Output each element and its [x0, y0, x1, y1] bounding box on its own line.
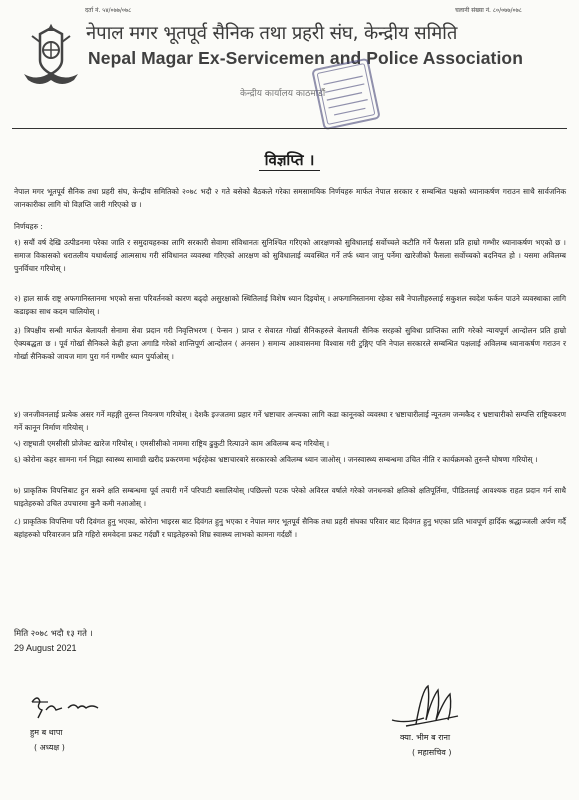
- decision-item: ४) जनजीवनलाई प्रत्येक असर गर्ने महङ्गी तुरुन्त नियन्त्रण गरियोस् । देशकै इज्जतमा प्रहार गर्ने भ्रष्टाचार अन्त्यका लागि कडा कानूनको व्यवस्था र भ्रष्टाचारीलाई न्यूनतम जन्मकैद र भ्रष्टाचारीको सम्पत्ति राष्ट्रियकरण गर्ने कानून निर्माण गरियोस् ।: [14, 410, 566, 432]
- date-nepali: मिति २०७८ भदौ १३ गते ।: [14, 628, 93, 638]
- association-seal-stamp: [312, 56, 380, 132]
- president-name: हुम ब थापा: [30, 728, 63, 737]
- dispatch-number: चलानी संख्या नं. ८०/०७७/०७८: [455, 7, 522, 14]
- notice-intro: नेपाल मगर भूतपूर्व सैनिक तथा प्रहरी संघ, केन्द्रीय समितिको २०७८ भदौ २ गते बसेको बैठकले गरेका समसामयिक निर्णयहरु मार्फत नेपाल सरकार र सम्बन्धित पक्षको ध्यानाकर्षण गराउन साथै सार्वजनिक जानकारीका लागि यो विज्ञप्ति जारी गरिएको छ ।: [14, 187, 566, 209]
- general-secretary-name: क्या. भीम ब राना: [400, 733, 451, 742]
- registration-number: दर्ता नं. ५४/०७७/०७८: [85, 7, 132, 14]
- organization-name-nepali: नेपाल मगर भूतपूर्व सैनिक तथा प्रहरी संघ, केन्द्रीय समिति: [86, 23, 458, 44]
- general-secretary-role: ( महासचिव ): [412, 748, 452, 757]
- decision-item: ७) प्राकृतिक विपत्तिबाट हुन सक्ने क्षति सम्बन्धमा पूर्व तयारी गर्ने परिपाटी बसालियोस् ।पछिल्लो पटक परेको अविरल वर्षाले गरेको जनधनको क्षतिको क्षतिपूर्तिमा, पीडितलाई आवश्यक राहत प्रदान गर्न साथै घाइतेहरुको उचित उपचारमा कुनै कमी नआओस् ।: [14, 486, 566, 508]
- decision-item: ५) राष्ट्रघाती एमसीसी प्रोजेक्ट खारेज गरियोस् । एमसीसीको नाममा राष्ट्रिय ढुकुटी रित्याउने काम अविलम्ब बन्द गरियोस् ।: [14, 439, 330, 448]
- decision-item: ६) कोरोना कहर सामना गर्न निह्मा स्वास्थ्य सामाग्री खरीद प्रकरणमा भईरहेका भ्रष्टाचारबारे सरकारको अविलम्ब ध्यान जाओस् । जनस्वास्थ्य सम्बन्धमा उचित नीति र कार्यक्रमको तुरुन्तै घोषणा गरियोस् ।: [14, 455, 538, 464]
- central-office-subtitle: केन्द्रीय कार्यालय काठमाडौं: [240, 89, 326, 99]
- kukri-shield-emblem-icon: [18, 22, 84, 92]
- decision-item: ३) त्रिपक्षीय सन्धी मार्फत बेलायती सेनामा सेवा प्रदान गरी निवृत्तिभरण ( पेन्सन ) प्राप्त र सेवारत गोर्खा सैनिकहरुले बेलायती सैनिक सरहको सुविधा प्राप्तिका लागि गरेको न्यायपूर्ण आन्दोलन प्रति हाम्रो ऐक्यबद्धता छ । पूर्व गोर्खा सैनिकले केही हप्ता अगाडि गरेको शान्तिपूर्ण आन्दोलन ( अनसन ) समान्य आश्वासनमा विश्वास गरी टुङ्गिए पनि नेपाल सरकारले सम्बन्धित पक्षलाई अविलम्ब ध्यानाकर्षण गराउन र गोर्खा सैनिकको जायज माग पुरा गर्न गम्भीर ध्यान पुर्याओस् ।: [14, 326, 566, 361]
- decision-item: २) हाल सार्क राष्ट्र अफगानिस्तानमा भएको सत्ता परिवर्तनको कारण बढ्दो असुरक्षाको स्थितिलाई विशेष ध्यान दिइयोस् । अफगानिस्तानमा रहेका सबै नेपालीहरुलाई सकुशल स्वदेश फर्कन पाउने व्यवस्थाका लागि कडाइका साथ कदम चालियोस् ।: [14, 294, 566, 316]
- date-english: 29 August 2021: [14, 643, 77, 653]
- decisions-label: निर्णयहरु :: [14, 222, 43, 231]
- president-signature: [28, 692, 108, 722]
- notice-title: विज्ञप्ति ।: [0, 150, 579, 170]
- decision-item: ८) प्राकृतिक विपत्तिमा परी दिवंगत हुनु भएका, कोरोना भाइरस बाट दिवंगत हुनु भएका र नेपाल मगर भूतपूर्व सैनिक तथा प्रहरी संघका परिवार बाट दिवंगत हुनु भएका प्रति भावपूर्ण हार्दिक श्रद्धाञ्जली अर्पण गर्दै बहांहरुको परिवारजन प्रति गहिरो समवेदना प्रकट गर्दछौं र घाइतेहरुको शिघ्र स्वास्थ्य लाभको कामना गर्दछौं ।: [14, 517, 566, 539]
- organization-name-english: Nepal Magar Ex-Servicemen and Police Association: [88, 48, 524, 68]
- president-role: ( अध्यक्ष ): [34, 743, 65, 752]
- general-secretary-signature: [386, 680, 466, 732]
- decision-item: १) सयौं वर्ष देखि उत्पीडनमा परेका जाति र समुदायहरुका लागि सरकारी सेवामा संविधानतः सुनिश्चित गरिएको आरक्षणको सुविधालाई सर्वोच्चले कटौति गर्ने फैसला प्रति हाम्रो गम्भीर ध्यानाकर्षण भएको छ । समाज विकासको धरातलीय यथार्थलाई आत्मसाथ गरी संविधानत व्यवस्था गरिएको आरक्षण को सुविधालाई व्यवस्थित गर्ने तर्फ ध्यान जानु पर्नेमा खारेजीको फैसला सर्वोच्चको बदनियत हो । यसमा अविलम्ब पुनर्विचार गरियोस् ।: [14, 238, 566, 273]
- header-divider: [12, 128, 567, 129]
